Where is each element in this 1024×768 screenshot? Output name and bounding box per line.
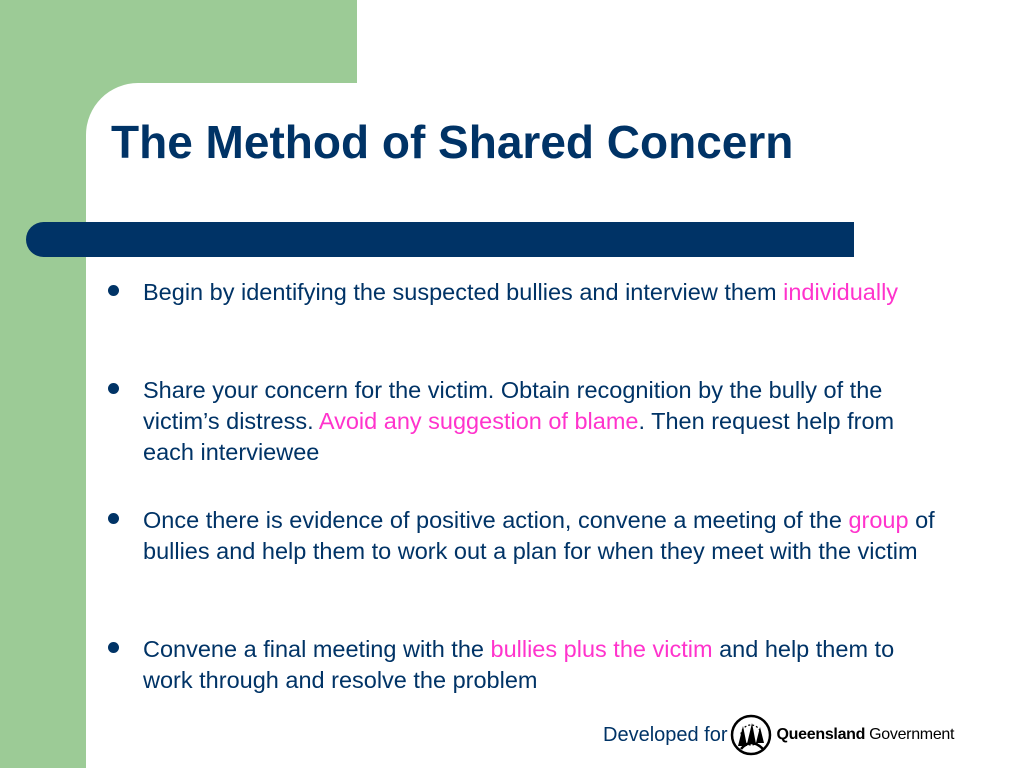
bullet-text-segment: . Then request help from each interviewee (143, 408, 895, 465)
bullet-text-segment: and help them to work through and resolve the problem (143, 636, 895, 693)
developed-for-label: Developed for (603, 723, 728, 746)
queensland-government-logo-icon (729, 713, 775, 757)
bullet-text (143, 277, 943, 308)
bullet-text-segment: of bullies and help them to work out a plan for when they meet with the victim (143, 507, 935, 564)
bullet-text-segment: Share your concern for the victim. Obtain recognition by the bully of the victim’s distress. (143, 377, 883, 434)
bullet-dot-icon (108, 513, 119, 524)
bullet-text (143, 375, 943, 468)
bullet-highlight: Avoid any suggestion of blame (318, 408, 639, 434)
title-underline-bar (26, 222, 854, 257)
slide-title: The Method of Shared Concern (111, 116, 794, 168)
bullet-dot-icon (108, 383, 119, 394)
bullet-dot-icon (108, 285, 119, 296)
bullet-highlight: bullies plus the victim (490, 636, 713, 662)
bullet-text-segment: Once there is evidence of positive action, convene a meeting of the (143, 507, 849, 533)
bullet-highlight: group (848, 507, 909, 533)
bullet-highlight: individually (783, 279, 899, 305)
logo-suffix-text: Government (869, 726, 955, 743)
bullet-text-segment: Begin by identifying the suspected bullies and interview them (143, 279, 784, 305)
bullet-dot-icon (108, 642, 119, 653)
bullet-text (143, 505, 943, 567)
bullet-text (143, 634, 943, 696)
footer-credit (603, 712, 954, 758)
logo-name-text: Queensland (776, 726, 866, 743)
bullet-text-segment: Convene a final meeting with the (143, 636, 491, 662)
